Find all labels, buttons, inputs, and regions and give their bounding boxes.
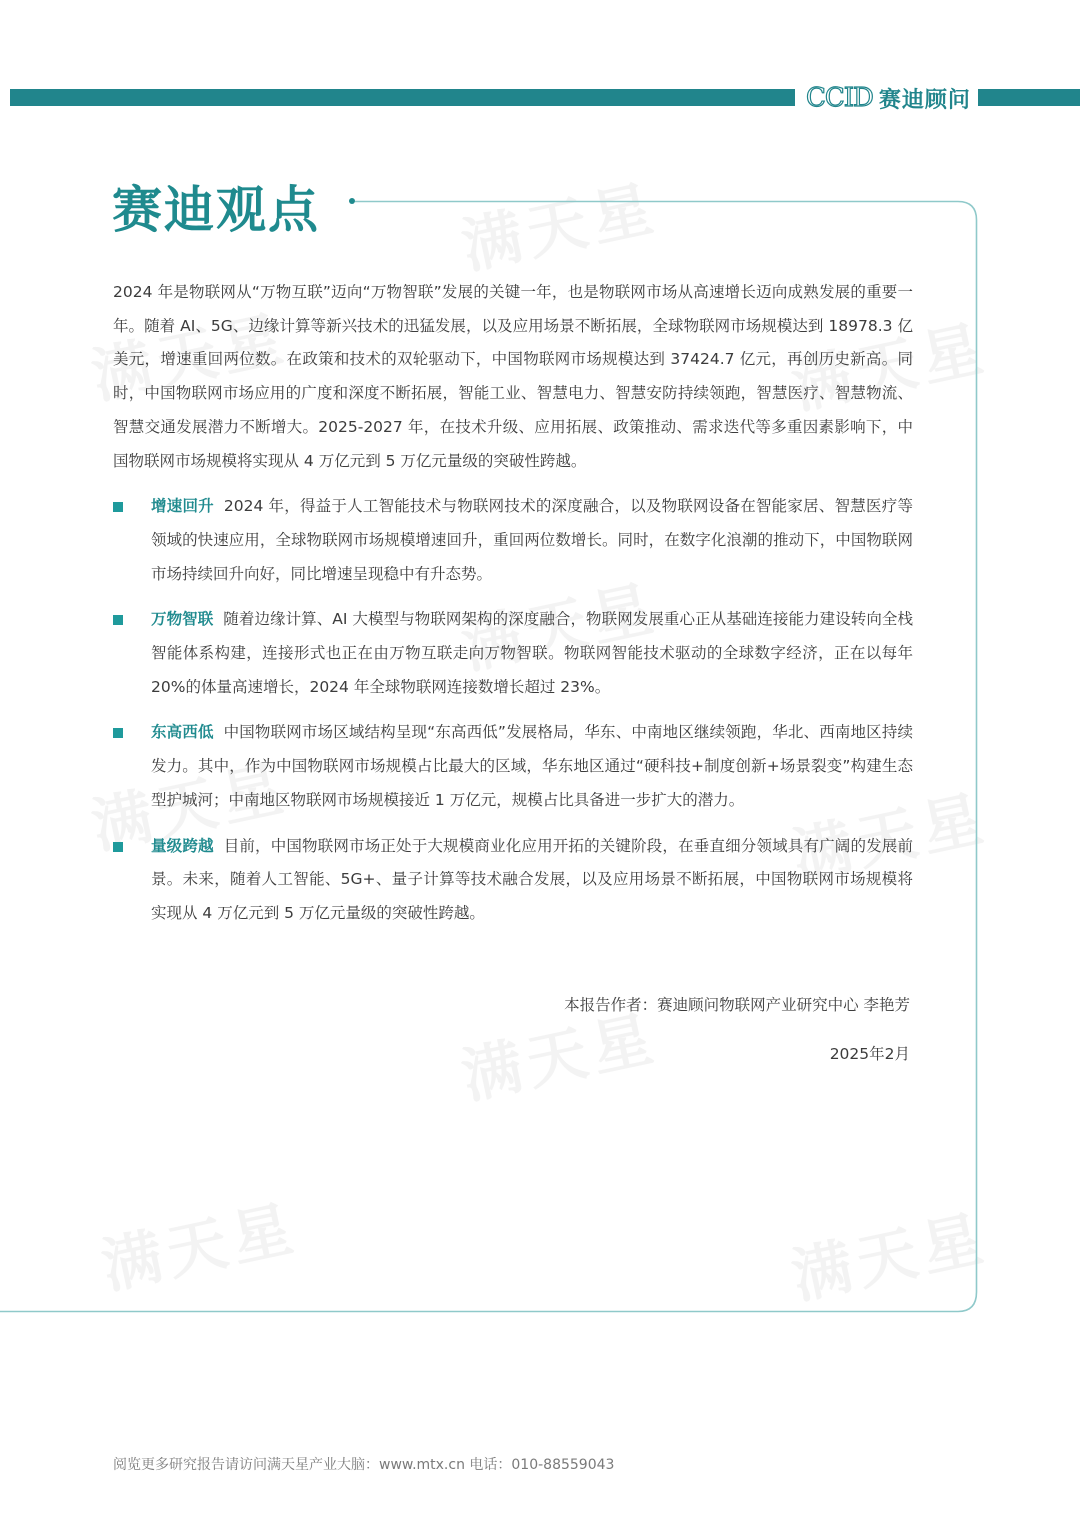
point-text: 2024 年，得益于人工智能技术与物联网技术的深度融合，以及物联网设备在智能家居、智慧医疗等领域的快速应用，全球物联网市场规模增速回升，重回两位数增长。同时，在数字化浪潮的推动下，中国物联网市场持续回升向好，同比增速呈现稳中有升态势。	[151, 497, 913, 583]
header-bar-right	[978, 89, 1080, 106]
brand-name-cn: 赛迪顾问	[878, 86, 971, 113]
bullet-square-icon	[113, 842, 123, 852]
point-text: 中国物联网市场区域结构呈现“东高西低”发展格局，华东、中南地区继续领跑，华北、西南地区持续发力。其中，作为中国物联网市场规模占比最大的区域，华东地区通过“硬科技+制度创新+场景裂变”构建生态型护城河；中南地区物联网市场规模接近 1 万亿元，规模占比具备进一步扩大的潜力。	[151, 723, 913, 809]
point-label: 量级跨越	[151, 836, 214, 855]
brand-name-en: CCID	[806, 83, 873, 113]
point-item	[113, 830, 913, 931]
report-author: 本报告作者：赛迪顾问物联网产业研究中心 李艳芳	[564, 996, 910, 1014]
watermark	[453, 160, 665, 285]
footer-note: 阅览更多研究报告请访问满天星产业大脑：www.mtx.cn 电话：010-88559043	[113, 1457, 615, 1473]
watermark	[93, 1180, 305, 1305]
point-label: 东高西低	[151, 723, 214, 742]
header-bar-left	[10, 89, 795, 106]
watermark	[783, 1190, 995, 1315]
bullet-square-icon	[113, 728, 123, 738]
point-text: 随着边缘计算、AI 大模型与物联网架构的深度融合，物联网发展重心正从基础连接能力建设转向全栈智能体系构建，连接形式也正在由万物互联走向万物智联。物联网智能技术驱动的全球数字经济，正在以每年 20%的体量高速增长，2024 年全球物联网连接数增长超过 23%。	[151, 610, 913, 696]
point-text: 目前，中国物联网市场正处于大规模商业化应用开拓的关键阶段，在垂直细分领域具有广阔的发展前景。未来，随着人工智能、5G+、量子计算等技术融合发展，以及应用场景不断拓展，中国物联网市场规模将实现从 4 万亿元到 5 万亿元量级的突破性跨越。	[151, 836, 913, 922]
bullet-square-icon	[113, 615, 123, 625]
report-date: 2025年2月	[829, 1045, 910, 1063]
point-item	[113, 603, 913, 704]
main-content	[113, 276, 913, 931]
title-dot	[349, 198, 355, 204]
point-label: 万物智联	[151, 610, 214, 629]
brand-logo	[806, 82, 971, 114]
section-title: 赛迪观点	[112, 181, 320, 239]
point-item	[113, 490, 913, 591]
intro-paragraph: 2024 年是物联网从“万物互联”迈向“万物智联”发展的关键一年，也是物联网市场从高速增长迈向成熟发展的重要一年。随着 AI、5G、边缘计算等新兴技术的迅猛发展，以及应用场景不断拓展，全球物联网市场规模达到 18978.3 亿美元，增速重回两位数。在政策和技术的双轮驱动下，中国物联网市场规模达到 37424.7 亿元，再创历史新高。同时，中国物联网市场应用的广度和深度不断拓展，智能工业、智慧电力、智慧安防持续领跑，智慧医疗、智慧物流、智慧交通发展潜力不断增大。2025-2027 年，在技术升级、应用拓展、政策推动、需求迭代等多重因素影响下，中国物联网市场规模将实现从 4 万亿元到 5 万亿元量级的突破性跨越。	[113, 283, 913, 470]
point-label: 增速回升	[151, 497, 214, 516]
bullet-square-icon	[113, 502, 123, 512]
point-item	[113, 716, 913, 817]
